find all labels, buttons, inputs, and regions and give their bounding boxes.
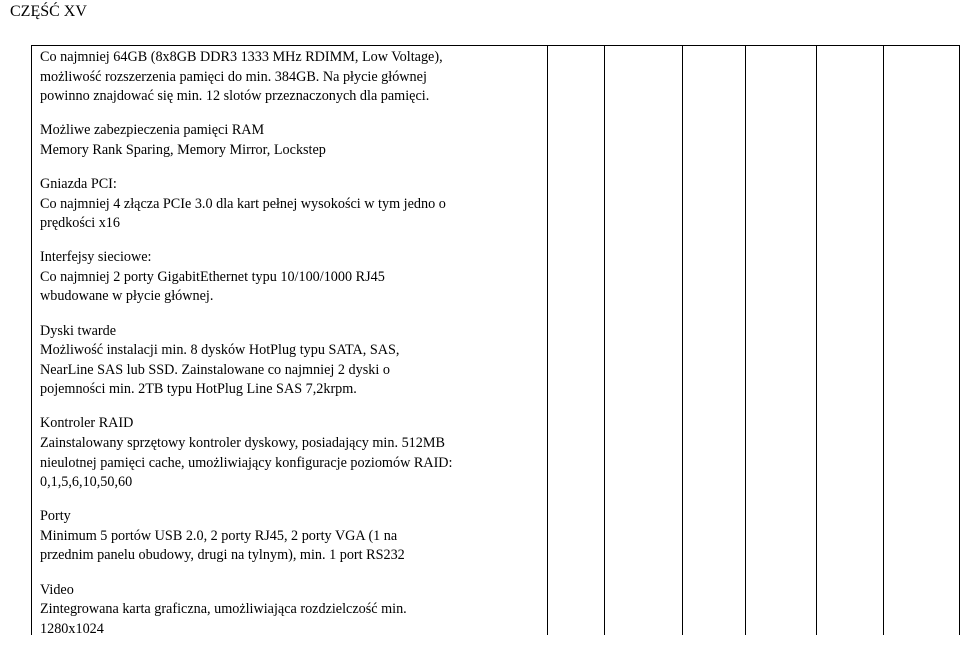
spec-line: możliwość rozszerzenia pamięci do min. 384GB. Na płycie głównej (40, 68, 427, 85)
spec-line: Memory Rank Sparing, Memory Mirror, Lockstep (40, 141, 326, 158)
spec-memory-protection (40, 121, 510, 160)
table-column-border (682, 45, 683, 635)
spec-line: wbudowane w płycie głównej. (40, 288, 214, 305)
specification-cell (40, 48, 510, 654)
spec-line: Interfejsy sieciowe: (40, 249, 152, 266)
spec-line: pojemności min. 2TB typu HotPlug Line SAS 7,2krpm. (40, 381, 357, 398)
table-column-border (883, 45, 884, 635)
spec-line: prędkości x16 (40, 215, 120, 232)
spec-line: NearLine SAS lub SSD. Zainstalowane co najmniej 2 dyski o (40, 361, 390, 378)
spec-raid (40, 414, 510, 492)
table-column-border (745, 45, 746, 635)
spec-line: Dyski twarde (40, 322, 117, 339)
spec-line: Co najmniej 4 złącza PCIe 3.0 dla kart pełnej wysokości w tym jedno o (40, 195, 446, 212)
spec-line: Co najmniej 2 porty GigabitEthernet typu 10/100/1000 RJ45 (40, 268, 385, 285)
table-top-border (31, 45, 960, 46)
spec-line: Możliwość instalacji min. 8 dysków HotPlug typu SATA, SAS, (40, 342, 400, 359)
spec-ports (40, 507, 510, 566)
spec-line: Porty (40, 508, 71, 525)
spec-line: Zintegrowana karta graficzna, umożliwiająca rozdzielczość min. (40, 601, 407, 618)
spec-pci-slots (40, 175, 510, 234)
spec-line: przednim panelu obudowy, drugi na tylnym), min. 1 port RS232 (40, 547, 405, 564)
spec-line: Video (40, 581, 74, 598)
spec-line: Co najmniej 64GB (8x8GB DDR3 1333 MHz RDIMM, Low Voltage), (40, 49, 443, 65)
spec-network (40, 248, 510, 307)
table-column-border (604, 45, 605, 635)
spec-line: Kontroler RAID (40, 415, 134, 432)
spec-line: powinno znajdować się min. 12 slotów przeznaczonych dla pamięci. (40, 88, 430, 105)
spec-line: nieulotnej pamięci cache, umożliwiający konfiguracje poziomów RAID: (40, 454, 453, 471)
spec-line: Możliwe zabezpieczenia pamięci RAM (40, 122, 265, 139)
spec-hard-drives (40, 322, 510, 400)
table-column-border (31, 45, 32, 635)
spec-line: 1280x1024 (40, 620, 104, 637)
spec-memory (40, 48, 510, 107)
section-title: CZĘŚĆ XV (10, 3, 87, 20)
spec-line: Minimum 5 portów USB 2.0, 2 porty RJ45, 2 porty VGA (1 na (40, 527, 398, 544)
spec-line: Gniazda PCI: (40, 175, 117, 192)
spec-line: 0,1,5,6,10,50,60 (40, 474, 133, 491)
table-column-border (547, 45, 548, 635)
spec-line: Zainstalowany sprzętowy kontroler dyskowy, posiadający min. 512MB (40, 435, 445, 451)
table-column-border (816, 45, 817, 635)
spec-video (40, 581, 510, 640)
